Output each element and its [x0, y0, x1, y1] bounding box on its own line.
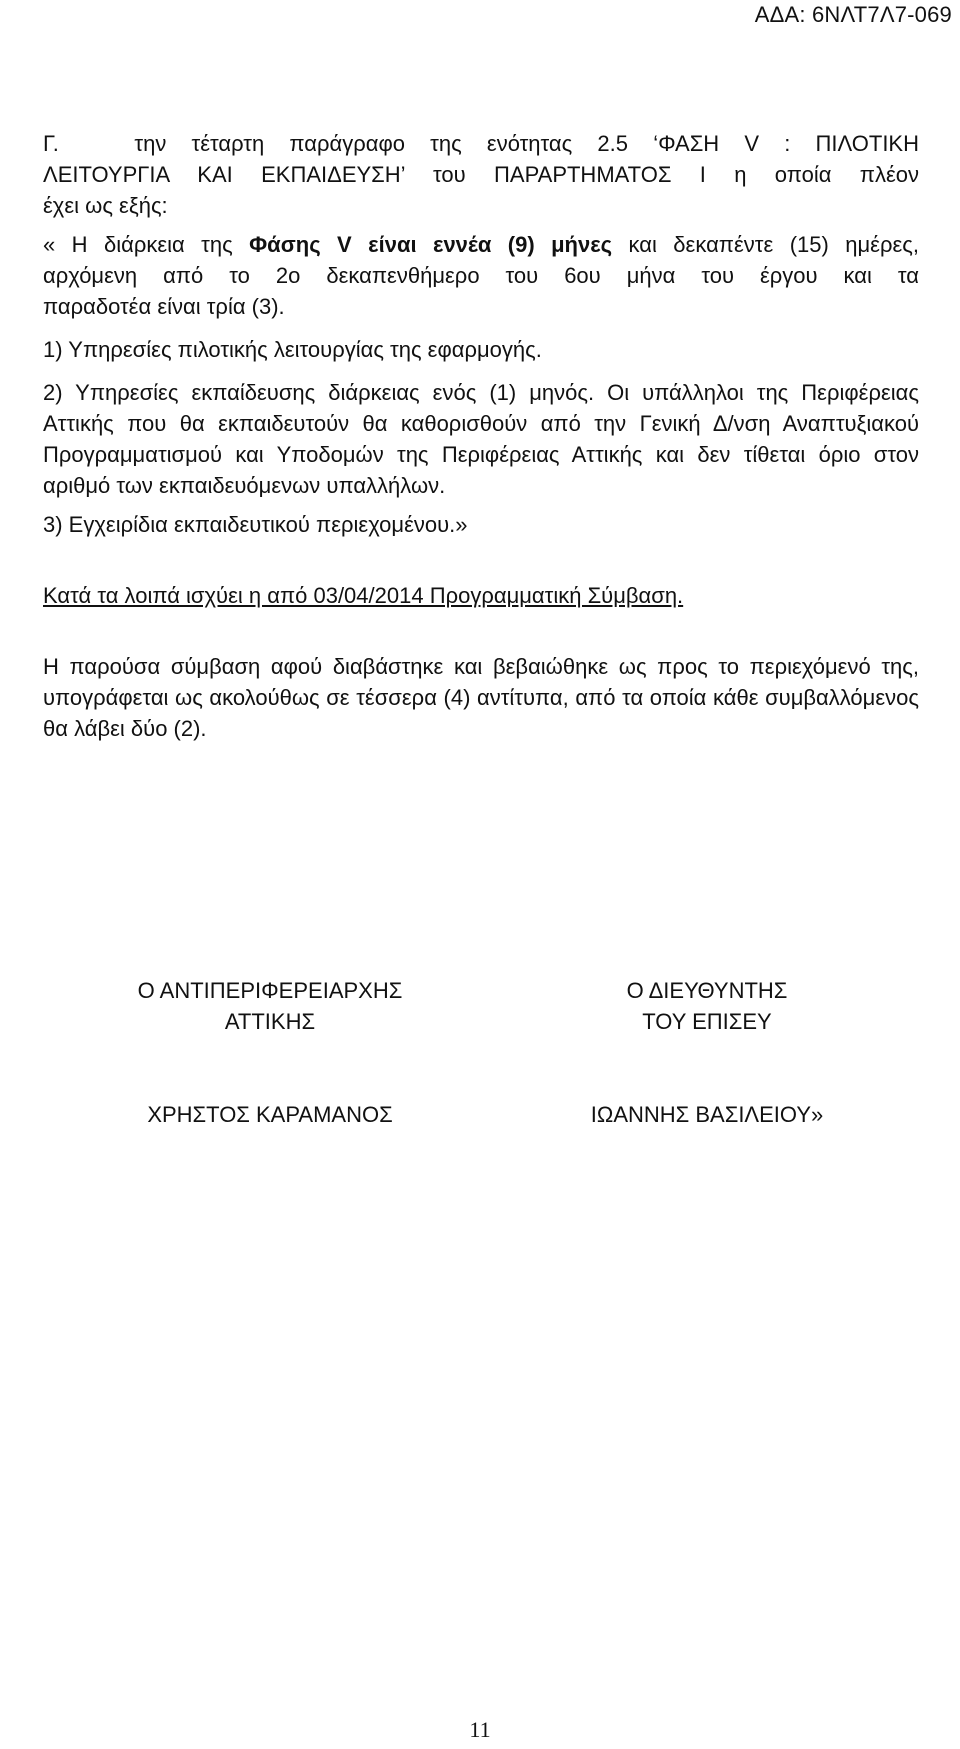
quote-block [43, 229, 919, 322]
signature-block-right [517, 975, 897, 1130]
signature-left-title-2: ΑΤΤΙΚΗΣ [224, 1009, 316, 1034]
closing-paragraph: Η παρούσα σύμβαση αφού διαβάστηκε και βεβαιώθηκε ως προς το περιεχόμενό της, υπογράφεται ως ακολούθως σε τέσσερα (4) αντίτυπα, από τα οποία κάθε συμβαλλόμενος θα λάβει δύο (2). [43, 654, 919, 741]
section-g-line-1: Γ. την τέταρτη παράγραφο της ενότητας 2.5 ‘ΦΑΣΗ V : ΠΙΛΟΤΙΚΗ [43, 131, 919, 156]
signature-right-title-2: ΤΟΥ ΕΠΙΣΕΥ [642, 1009, 772, 1034]
signature-left-name: ΧΡΗΣΤΟΣ ΚΑΡΑΜΑΝΟΣ [147, 1102, 393, 1127]
remainder-note: Κατά τα λοιπά ισχύει η από 03/04/2014 Προγραμματική Σύμβαση. [43, 583, 684, 608]
service-item-1: 1) Υπηρεσίες πιλοτικής λειτουργίας της εφαρμογής. [43, 337, 542, 362]
quote-line-1-start: « Η διάρκεια της [43, 232, 250, 257]
quote-line-1-end: και δεκαπέντε (15) ημέρες, [612, 232, 919, 257]
service-item-3: 3) Εγχειρίδια εκπαιδευτικού περιεχομένου.» [43, 512, 468, 537]
signature-block-left [80, 975, 460, 1130]
section-g-line-3: έχει ως εξής: [43, 193, 168, 218]
ada-code: ΑΔΑ: 6ΝΛΤ7Λ7-069 [754, 2, 952, 27]
quote-line-3: παραδοτέα είναι τρία (3). [43, 294, 285, 319]
section-g [43, 128, 919, 221]
signature-right-name: ΙΩΑΝΝΗΣ ΒΑΣΙΛΕΙΟΥ» [590, 1102, 824, 1127]
page-number: 11 [469, 1717, 491, 1742]
document-body [43, 128, 919, 744]
quote-line-2: αρχόμενη από το 2ο δεκαπενθήμερο του 6ου μήνα του έργου και τα [43, 263, 919, 288]
signature-left-title-1: Ο ΑΝΤΙΠΕΡΙΦΕΡΕΙΑΡΧΗΣ [137, 978, 403, 1003]
quote-line-1 [43, 229, 919, 260]
service-item-2: 2) Υπηρεσίες εκπαίδευσης διάρκειας ενός (1) μηνός. Οι υπάλληλοι της Περιφέρειας Αττικής που θα εκπαιδευτούν θα καθορισθούν από την Γενική Δ/νση Αναπτυξιακού Προγραμματισμού και Υποδομών της Περιφέρειας Αττικής και δεν τίθεται όριο στον αριθμό των εκπαιδευόμενων υπαλλήλων. [43, 380, 919, 498]
signature-right-title-1: Ο ΔΙΕΥΘΥΝΤΗΣ [626, 978, 788, 1003]
section-g-line-2: ΛΕΙΤΟΥΡΓΙΑ ΚΑΙ ΕΚΠΑΙΔΕΥΣΗ’ του ΠΑΡΑΡΤΗΜΑΤΟΣ Ι η οποία πλέον [43, 162, 919, 187]
quote-bold-phrase: Φάσης V είναι εννέα (9) μήνες [249, 232, 613, 257]
